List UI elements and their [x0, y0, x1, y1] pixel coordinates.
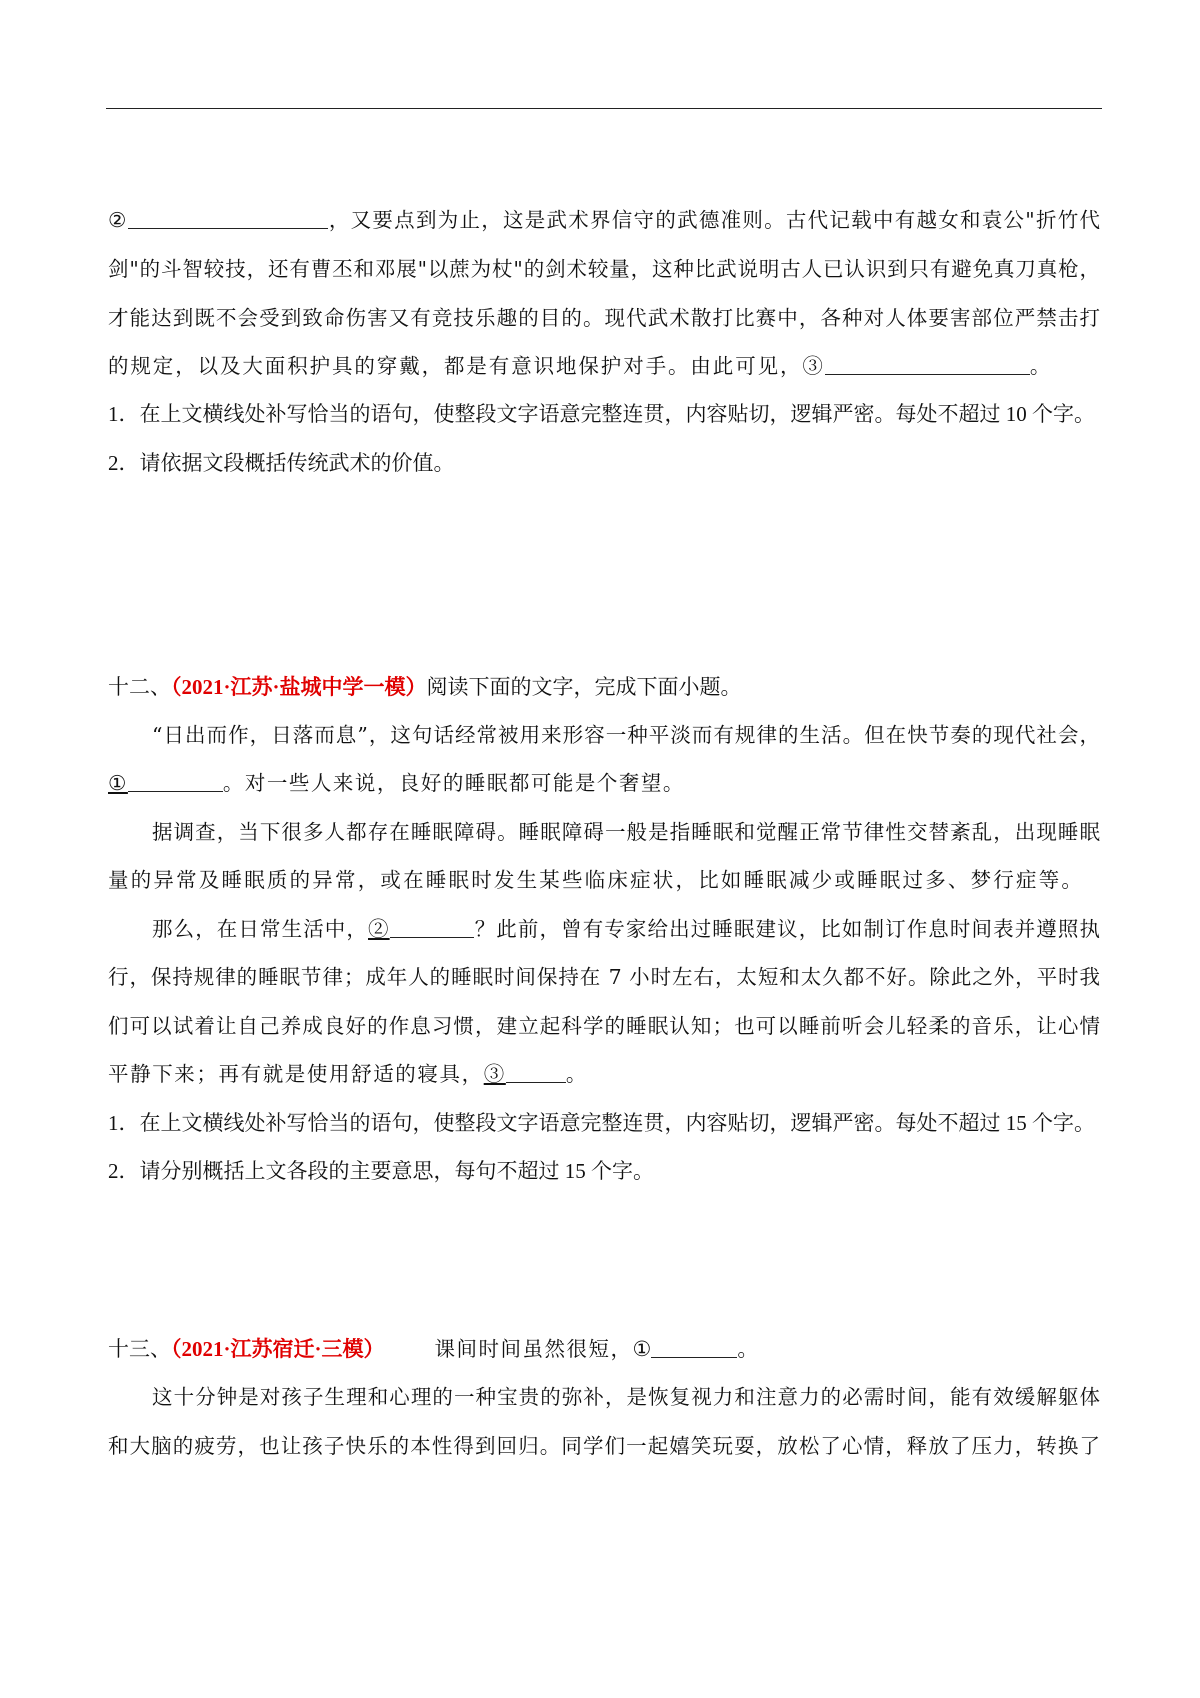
fill-blank-1[interactable]	[651, 1335, 737, 1358]
question-2: 2．请分别概括上文各段的主要意思，每句不超过 15 个字。	[108, 1159, 654, 1183]
instruction: 阅读下面的文字，完成下面小题。	[426, 675, 742, 699]
s12-p2-line-1: 据调查，当下很多人都存在睡眠障碍。睡眠障碍一般是指睡眠和觉醒正常节律性交替紊乱，出现睡眠	[152, 820, 1100, 844]
blank-marker-1: ①	[632, 1337, 652, 1361]
s12-p3-line-3: 们可以试着让自己养成良好的作息习惯，建立起科学的睡眠认知；也可以睡前听会儿轻柔的音乐，让心情	[108, 1014, 1100, 1038]
s12-p3-line-4	[108, 1059, 1100, 1089]
text: 那么，在日常生活中，	[152, 917, 368, 941]
fill-blank-2[interactable]	[390, 915, 474, 938]
section-number: 十二、	[108, 675, 171, 699]
text: 平静下来；再有就是使用舒适的寝具，	[108, 1062, 484, 1086]
text: ？此前，曾有专家给出过睡眠建议，比如制订作息时间表并遵照执	[473, 917, 1101, 941]
passage-a-line-3: 才能达到既不会受到致命伤害又有竞技乐趣的目的。现代武术散打比赛中，各种对人体要害部位严禁击打	[108, 306, 1100, 330]
section-12-heading	[108, 672, 1100, 702]
s12-p2-line-2: 量的异常及睡眠质的异常，或在睡眠时发生某些临床症状，比如睡眠减少或睡眠过多、梦行症等。	[108, 868, 1085, 892]
blank-marker-3: ③	[802, 354, 825, 378]
section-source: （2021·江苏·盐城中学一模）	[171, 675, 427, 699]
question-1: 1．在上文横线处补写恰当的语句，使整段文字语意完整连贯，内容贴切，逻辑严密。每处不超过 10 个字。	[108, 402, 1095, 426]
fill-blank-2[interactable]	[128, 206, 328, 229]
text: 。	[737, 1337, 759, 1361]
text: 。对一些人来说，良好的睡眠都可能是个奢望。	[222, 771, 685, 795]
text: ，又要点到为止，这是武术界信守的武德准则。古代记载中有越女和袁公"折竹代	[327, 208, 1100, 232]
section-number: 十三、	[108, 1337, 171, 1361]
text: 课间时间虽然很短，	[434, 1337, 633, 1361]
fill-blank-3[interactable]	[825, 352, 1030, 375]
fill-blank-3[interactable]	[506, 1060, 566, 1083]
text: 。	[565, 1062, 588, 1086]
blank-marker-1: ①	[108, 771, 128, 795]
passage-a-line-1	[108, 205, 1100, 235]
question-2: 2．请依据文段概括传统武术的价值。	[108, 451, 455, 475]
s13-line-3: 和大脑的疲劳，也让孩子快乐的本性得到回归。同学们一起嬉笑玩耍，放松了心情，释放了压力，转换了	[108, 1434, 1100, 1458]
fill-blank-1[interactable]	[128, 769, 223, 792]
s13-line-2: 这十分钟是对孩子生理和心理的一种宝贵的弥补，是恢复视力和注意力的必需时间，能有效缓解躯体	[152, 1385, 1100, 1409]
text: 的规定，以及大面积护具的穿戴，都是有意识地保护对手。由此可见，	[108, 354, 803, 378]
passage-a-line-4	[108, 351, 1100, 381]
s12-p1-line-2	[108, 768, 1100, 798]
s12-p1-line-1: “日出而作，日落而息”，这句话经常被用来形容一种平淡而有规律的生活。但在快节奏的现代社会，	[152, 723, 1100, 747]
question-1: 1．在上文横线处补写恰当的语句，使整段文字语意完整连贯，内容贴切，逻辑严密。每处不超过 15 个字。	[108, 1111, 1095, 1135]
section-source: （2021·江苏宿迁·三模）	[171, 1337, 385, 1361]
header-rule	[106, 108, 1102, 109]
s12-p3-line-2: 行，保持规律的睡眠节律；成年人的睡眠时间保持在 7 小时左右，太短和太久都不好。除此之外，平时我	[108, 965, 1100, 989]
blank-marker-3: ③	[483, 1062, 506, 1086]
s12-p3-line-1	[108, 914, 1100, 944]
blank-marker-2: ②	[368, 917, 390, 941]
section-13-heading	[108, 1334, 1100, 1364]
passage-a-line-2: 剑"的斗智较技，还有曹丕和邓展"以蔗为杖"的剑术较量，这种比武说明古人已认识到只有避免真刀真枪，	[108, 257, 1100, 281]
text: 。	[1029, 354, 1053, 378]
blank-marker-2: ②	[108, 208, 128, 232]
